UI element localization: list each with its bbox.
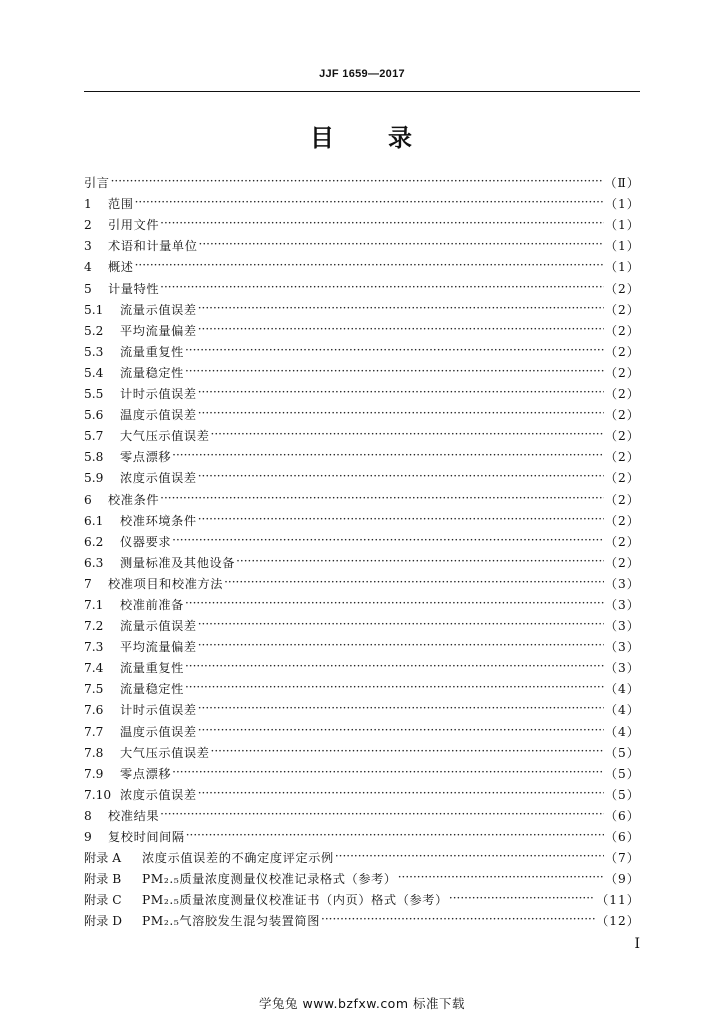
toc-entry[interactable] xyxy=(84,592,640,613)
toc-entry-page: （1） xyxy=(604,260,640,275)
toc-entry-title: 计量特性 xyxy=(108,281,160,296)
toc-entry-title: 平均流量偏差 xyxy=(120,323,197,338)
toc-entry-number: 附录 C xyxy=(84,893,122,908)
toc-entry[interactable] xyxy=(84,191,640,212)
toc-entry-page: （2） xyxy=(604,429,640,444)
toc-entry[interactable] xyxy=(84,529,640,550)
toc-entry-title: 计时示值误差 xyxy=(120,703,197,718)
toc-entry-title: 引用文件 xyxy=(108,218,160,233)
toc-entry-title: 流量重复性 xyxy=(120,661,184,676)
toc-leader-dots xyxy=(160,808,604,824)
toc-entry-number: 5.4 xyxy=(84,365,104,380)
toc-entry[interactable] xyxy=(84,803,640,824)
toc-entry-title: 范围 xyxy=(108,197,134,212)
toc-leader-dots xyxy=(160,281,604,297)
toc-entry[interactable] xyxy=(84,212,640,233)
toc-entry[interactable] xyxy=(84,550,640,571)
toc-entry-title: PM₂.₅质量浓度测量仪校准证书（内页）格式（参考） xyxy=(142,893,448,908)
toc-leader-dots xyxy=(135,259,604,275)
toc-entry-title: 零点漂移 xyxy=(120,766,172,781)
toc-leader-dots xyxy=(198,724,604,740)
toc-entry-title: 校准环境条件 xyxy=(120,513,197,528)
toc-leader-dots xyxy=(199,238,604,254)
toc-leader-dots xyxy=(198,513,604,529)
toc-entry-title: 浓度示值误差 xyxy=(120,471,197,486)
toc-entry-number: 7.8 xyxy=(84,745,104,760)
watermark-footer: 学兔兔 www.bzfxw.com 标准下载 xyxy=(259,996,465,1011)
toc-entry-page: （5） xyxy=(604,787,640,802)
toc-entry-number: 附录 B xyxy=(84,872,122,887)
toc-entry[interactable] xyxy=(84,782,640,803)
toc-leader-dots xyxy=(172,534,604,550)
toc-entry[interactable] xyxy=(84,486,640,507)
toc-entry-page: （12） xyxy=(596,914,640,929)
toc-leader-dots xyxy=(224,576,604,592)
toc-leader-dots xyxy=(211,745,604,761)
toc-entry-number: 5 xyxy=(84,281,92,296)
toc-entry-number: 7.1 xyxy=(84,597,104,612)
toc-entry-title: 校准前准备 xyxy=(120,597,184,612)
toc-entry-title: PM₂.₅气溶胶发生混匀装置简图 xyxy=(142,914,320,929)
toc-leader-dots xyxy=(335,850,604,866)
toc-entry[interactable] xyxy=(84,508,640,529)
toc-entry-title: 校准项目和校准方法 xyxy=(108,576,224,591)
toc-entry-page: （1） xyxy=(604,218,640,233)
toc-entry[interactable] xyxy=(84,444,640,465)
toc-leader-dots xyxy=(185,365,604,381)
toc-leader-dots xyxy=(198,323,604,339)
toc-entry[interactable] xyxy=(84,613,640,634)
toc-entry-title: 大气压示值误差 xyxy=(120,429,210,444)
toc-entry-number: 4 xyxy=(84,260,92,275)
toc-leader-dots xyxy=(185,597,604,613)
toc-entry[interactable] xyxy=(84,465,640,486)
toc-entry[interactable] xyxy=(84,571,640,592)
toc-leader-dots xyxy=(185,344,604,360)
toc-entry[interactable] xyxy=(84,908,640,929)
toc-entry-page: （3） xyxy=(604,661,640,676)
toc-entry-number: 7.10 xyxy=(84,787,112,802)
toc-entry-page: （2） xyxy=(604,471,640,486)
document-header: JJF 1659—2017 xyxy=(319,68,405,80)
toc-entry-title: 仪器要求 xyxy=(120,534,172,549)
toc-entry-number: 6.2 xyxy=(84,534,104,549)
toc-entry-page: （4） xyxy=(604,682,640,697)
toc-entry[interactable] xyxy=(84,318,640,339)
toc-entry-title: 温度示值误差 xyxy=(120,724,197,739)
toc-entry-page: （1） xyxy=(604,239,640,254)
toc-entry-page: （3） xyxy=(604,597,640,612)
toc-leader-dots xyxy=(449,892,595,908)
toc-entry[interactable] xyxy=(84,634,640,655)
toc-entry-number: 7.7 xyxy=(84,724,104,739)
toc-leader-dots xyxy=(135,196,604,212)
toc-entry[interactable] xyxy=(84,697,640,718)
toc-leader-dots xyxy=(111,175,604,191)
toc-entry[interactable] xyxy=(84,339,640,360)
toc-entry-page: （2） xyxy=(604,323,640,338)
toc-entry[interactable] xyxy=(84,233,640,254)
toc-entry-number: 附录 A xyxy=(84,851,122,866)
toc-entry[interactable] xyxy=(84,402,640,423)
toc-entry-number: 7 xyxy=(84,576,92,591)
toc-entry-title: 概述 xyxy=(108,260,134,275)
toc-entry[interactable] xyxy=(84,824,640,845)
toc-leader-dots xyxy=(398,871,604,887)
toc-entry-title: 校准条件 xyxy=(108,492,160,507)
toc-entry[interactable] xyxy=(84,887,640,908)
toc-entry[interactable] xyxy=(84,275,640,296)
toc-leader-dots xyxy=(198,702,604,718)
toc-entry-page: （2） xyxy=(604,365,640,380)
toc-leader-dots xyxy=(185,660,604,676)
toc-leader-dots xyxy=(198,618,604,634)
toc-leader-dots xyxy=(211,428,604,444)
toc-leader-dots xyxy=(185,681,604,697)
toc-entry-number: 附录 D xyxy=(84,914,123,929)
toc-entry-number: 7.6 xyxy=(84,703,104,718)
toc-entry-page: （2） xyxy=(604,492,640,507)
toc-entry-title: PM₂.₅质量浓度测量仪校准记录格式（参考） xyxy=(142,872,397,887)
toc-entry-number: 1 xyxy=(84,197,92,212)
toc-entry-number: 7.2 xyxy=(84,619,104,634)
toc-entry-page: （2） xyxy=(604,387,640,402)
page-number: I xyxy=(634,936,640,952)
toc-entry-page: （2） xyxy=(604,281,640,296)
toc-entry-number: 7.3 xyxy=(84,640,104,655)
toc-entry-title: 流量示值误差 xyxy=(120,619,197,634)
toc-entry-page: （3） xyxy=(604,640,640,655)
toc-entry-title: 浓度示值误差 xyxy=(120,787,197,802)
toc-entry[interactable] xyxy=(84,423,640,444)
toc-entry[interactable] xyxy=(84,170,640,191)
toc-entry-title: 浓度示值误差的不确定度评定示例 xyxy=(142,851,334,866)
toc-entry-title: 测量标准及其他设备 xyxy=(120,555,236,570)
toc-entry-number: 9 xyxy=(84,830,92,844)
toc-entry-number: 5.7 xyxy=(84,429,104,444)
toc-entry-title: 零点漂移 xyxy=(120,450,172,465)
toc-entry-page: （6） xyxy=(604,830,640,844)
toc-entry[interactable] xyxy=(84,297,640,318)
toc-entry-title: 流量稳定性 xyxy=(120,682,184,697)
toc-entry-page: （4） xyxy=(604,724,640,739)
toc-entry-title: 计时示值误差 xyxy=(120,387,197,402)
toc-entry-page: （6） xyxy=(604,808,640,823)
toc-entry[interactable] xyxy=(84,676,640,697)
toc-entry[interactable] xyxy=(84,718,640,739)
toc-entry-page: （4） xyxy=(604,703,640,718)
toc-entry[interactable] xyxy=(84,254,640,275)
toc-entry-page: （3） xyxy=(604,619,640,634)
toc-entry-title: 流量示值误差 xyxy=(120,302,197,317)
toc-entry-page: （7） xyxy=(604,851,640,866)
toc-entry-page: （2） xyxy=(604,534,640,549)
toc-leader-dots xyxy=(160,217,604,233)
toc-entry-number: 5.3 xyxy=(84,344,104,359)
toc-entry-page: （5） xyxy=(604,745,640,760)
toc-entry[interactable] xyxy=(84,866,640,887)
toc-entry-page: （2） xyxy=(604,408,640,423)
header-rule xyxy=(84,91,640,92)
toc-entry-title: 引言 xyxy=(84,176,110,191)
toc-entry-page: （2） xyxy=(604,344,640,359)
toc-entry-page: （2） xyxy=(604,302,640,317)
toc-entry-number: 5.1 xyxy=(84,302,104,317)
table-of-contents xyxy=(84,170,640,929)
toc-entry-page: （2） xyxy=(604,450,640,465)
toc-entry-number: 7.9 xyxy=(84,766,104,781)
toc-entry-number: 5.5 xyxy=(84,387,104,402)
toc-leader-dots xyxy=(321,913,595,929)
toc-entry-number: 5.8 xyxy=(84,450,104,465)
toc-entry[interactable] xyxy=(84,655,640,676)
toc-entry-number: 7.5 xyxy=(84,682,104,697)
toc-entry-page: （11） xyxy=(596,893,640,908)
toc-entry-number: 5.2 xyxy=(84,323,104,338)
toc-leader-dots xyxy=(198,470,604,486)
toc-entry-number: 5.9 xyxy=(84,471,104,486)
toc-entry-page: （Ⅱ） xyxy=(604,176,640,191)
toc-entry-number: 8 xyxy=(84,808,92,823)
toc-entry-number: 3 xyxy=(84,239,92,254)
toc-leader-dots xyxy=(160,492,604,508)
toc-entry-page: （5） xyxy=(604,766,640,781)
toc-entry-number: 6 xyxy=(84,492,92,507)
toc-entry-title: 复校时间间隔 xyxy=(108,830,185,844)
toc-entry-page: （9） xyxy=(604,872,640,887)
toc-entry-page: （2） xyxy=(604,513,640,528)
toc-entry-title: 校准结果 xyxy=(108,808,160,823)
toc-entry[interactable] xyxy=(84,845,640,866)
toc-entry-number: 6.1 xyxy=(84,513,104,528)
toc-entry-title: 温度示值误差 xyxy=(120,408,197,423)
toc-leader-dots xyxy=(236,555,604,571)
toc-entry-number: 2 xyxy=(84,218,92,233)
toc-entry-title: 流量重复性 xyxy=(120,344,184,359)
toc-entry-number: 7.4 xyxy=(84,661,104,676)
toc-leader-dots xyxy=(198,386,604,402)
toc-leader-dots xyxy=(198,639,604,655)
page-title: 目 录 xyxy=(310,124,414,152)
toc-entry-page: （1） xyxy=(604,197,640,212)
toc-entry[interactable] xyxy=(84,740,640,761)
toc-entry-number: 5.6 xyxy=(84,408,104,423)
toc-leader-dots xyxy=(198,302,604,318)
toc-entry-title: 大气压示值误差 xyxy=(120,745,210,760)
toc-entry-title: 术语和计量单位 xyxy=(108,239,198,254)
toc-leader-dots xyxy=(198,787,604,803)
toc-entry-page: （3） xyxy=(604,576,640,591)
toc-entry-page: （2） xyxy=(604,555,640,570)
toc-leader-dots xyxy=(198,407,604,423)
toc-entry-title: 平均流量偏差 xyxy=(120,640,197,655)
toc-leader-dots xyxy=(186,829,604,845)
toc-entry[interactable] xyxy=(84,360,640,381)
toc-leader-dots xyxy=(172,766,604,782)
toc-leader-dots xyxy=(172,449,604,465)
toc-entry-number: 6.3 xyxy=(84,555,104,570)
toc-entry[interactable] xyxy=(84,381,640,402)
toc-entry[interactable] xyxy=(84,761,640,782)
toc-entry-title: 流量稳定性 xyxy=(120,365,184,380)
